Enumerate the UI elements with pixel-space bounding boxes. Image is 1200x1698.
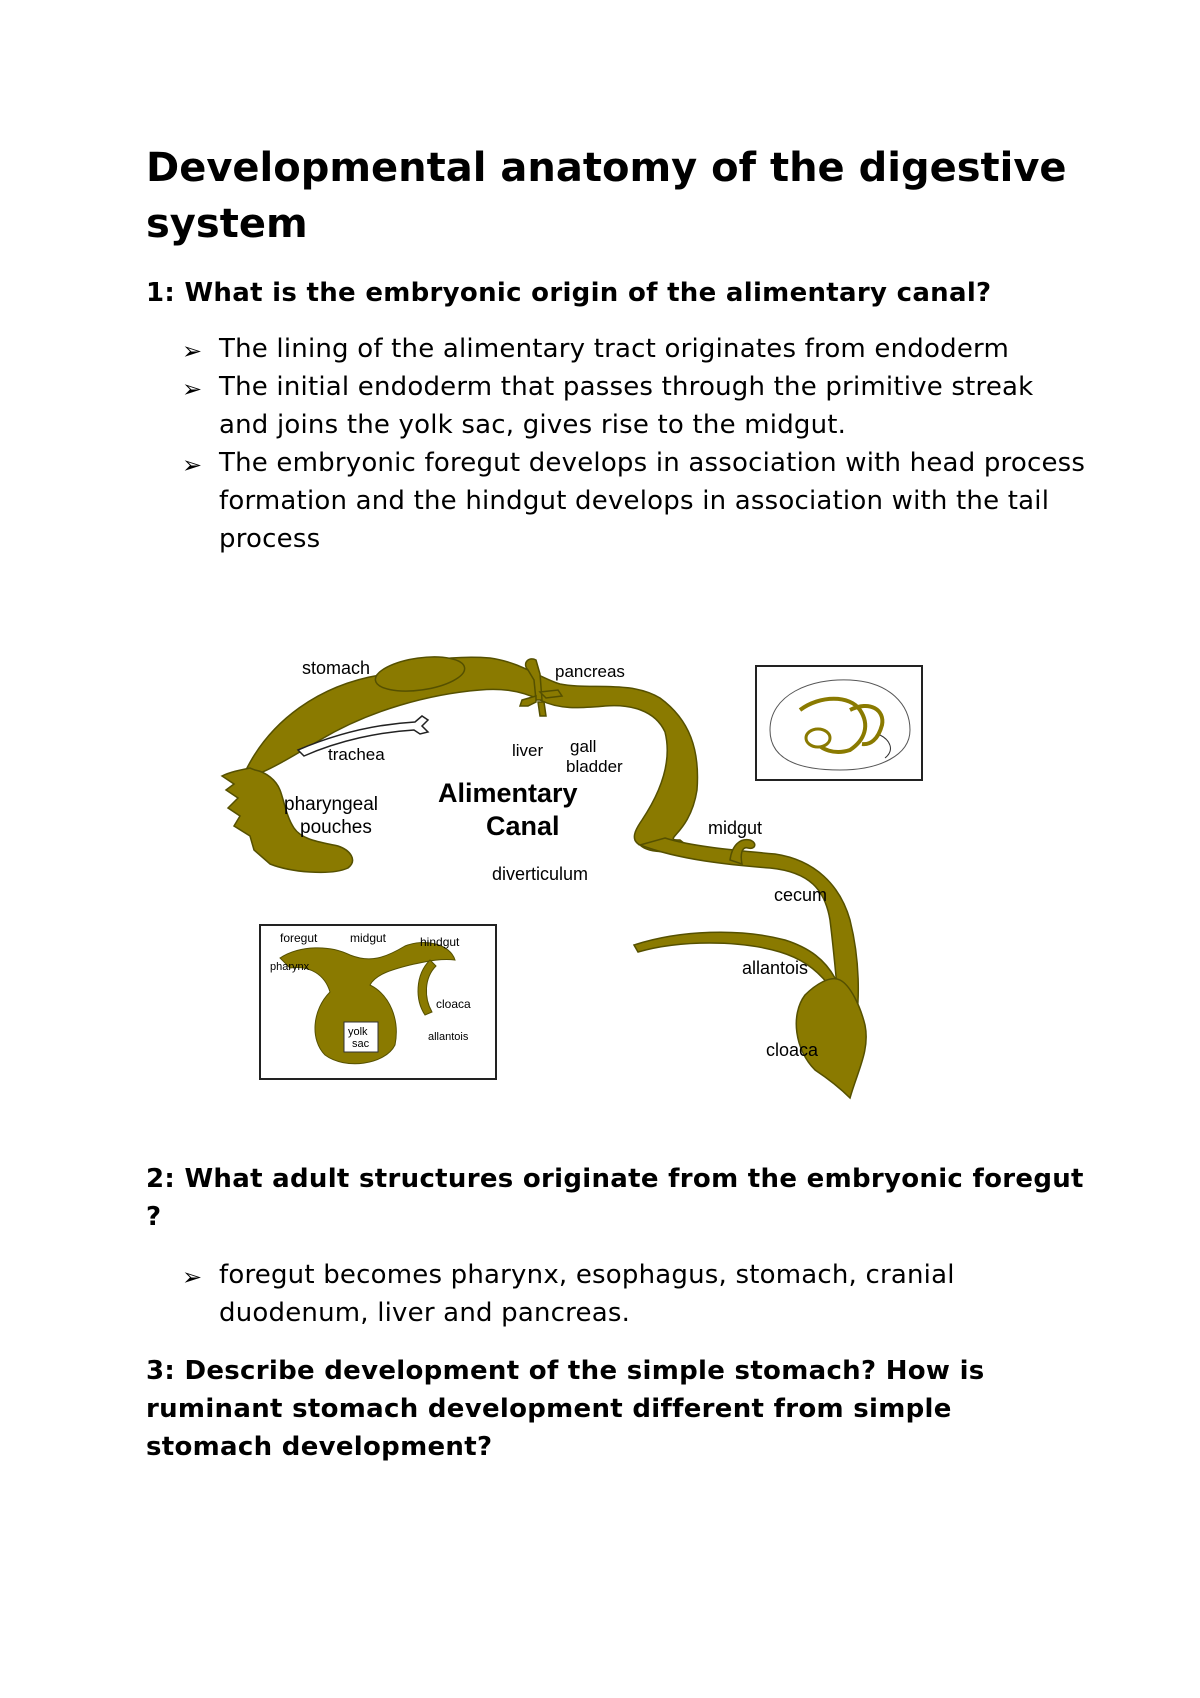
label-gall: gall (570, 737, 597, 756)
label-pancreas: pancreas (555, 662, 625, 681)
inset-label-pharynx: pharynx (270, 961, 310, 973)
question-3: 3: Describe development of the simple stomach? How is ruminant stomach development different from simple stomach development? (146, 1356, 985, 1462)
inset-label-allantois: allantois (428, 1031, 469, 1043)
list-item-text: The initial endoderm that passes through the primitive streak and joins the yolk sac, gives rise to the midgut. (219, 372, 1034, 440)
arrow-bullet-icon: ➢ (182, 375, 203, 403)
figure-title-line2: Canal (486, 811, 560, 841)
page-title: Developmental anatomy of the digestive system (146, 145, 1067, 247)
label-cloaca: cloaca (766, 1040, 819, 1060)
question-2: 2: What adult structures originate from the embryonic foregut ? (146, 1164, 1084, 1232)
answer-list-2 (146, 1256, 1086, 1332)
label-diverticulum: diverticulum (492, 864, 589, 884)
list-item-text: foregut becomes pharynx, esophagus, stomach, cranial duodenum, liver and pancreas. (219, 1260, 955, 1328)
inset-label-yolk: yolk (348, 1026, 368, 1038)
primitive-gut-inset (260, 925, 496, 1079)
label-allantois: allantois (742, 958, 809, 978)
inset-label-foregut: foregut (280, 931, 318, 945)
arrow-bullet-icon: ➢ (182, 337, 203, 365)
label-pharyngeal: pharyngeal (284, 794, 379, 815)
arrow-bullet-icon: ➢ (182, 1263, 203, 1291)
question-1: 1: What is the embryonic origin of the alimentary canal? (146, 278, 992, 308)
label-liver: liver (512, 741, 544, 760)
figure-title-line1: Alimentary (438, 778, 578, 808)
label-cecum: cecum (774, 885, 828, 905)
list-item (146, 368, 1086, 444)
label-pouches: pouches (300, 817, 372, 838)
list-item (146, 444, 1086, 558)
label-stomach: stomach (302, 658, 371, 678)
answer-list-1 (146, 330, 1086, 558)
alimentary-canal-diagram (210, 640, 970, 1110)
label-bladder: bladder (566, 757, 623, 776)
list-item (146, 330, 1086, 368)
list-item-text: The embryonic foregut develops in association with head process formation and the hindgut develops in association with the tail process (219, 448, 1086, 554)
list-item (146, 1256, 1086, 1332)
inset-label-midgut: midgut (350, 931, 387, 945)
label-trachea: trachea (328, 745, 385, 764)
arrow-bullet-icon: ➢ (182, 451, 203, 479)
inset-label-hindgut: hindgut (420, 935, 460, 949)
inset-label-cloaca: cloaca (436, 997, 471, 1011)
label-midgut: midgut (708, 818, 763, 838)
embryo-inset (756, 666, 922, 780)
list-item-text: The lining of the alimentary tract originates from endoderm (219, 334, 1009, 364)
inset-label-sac: sac (352, 1038, 370, 1050)
